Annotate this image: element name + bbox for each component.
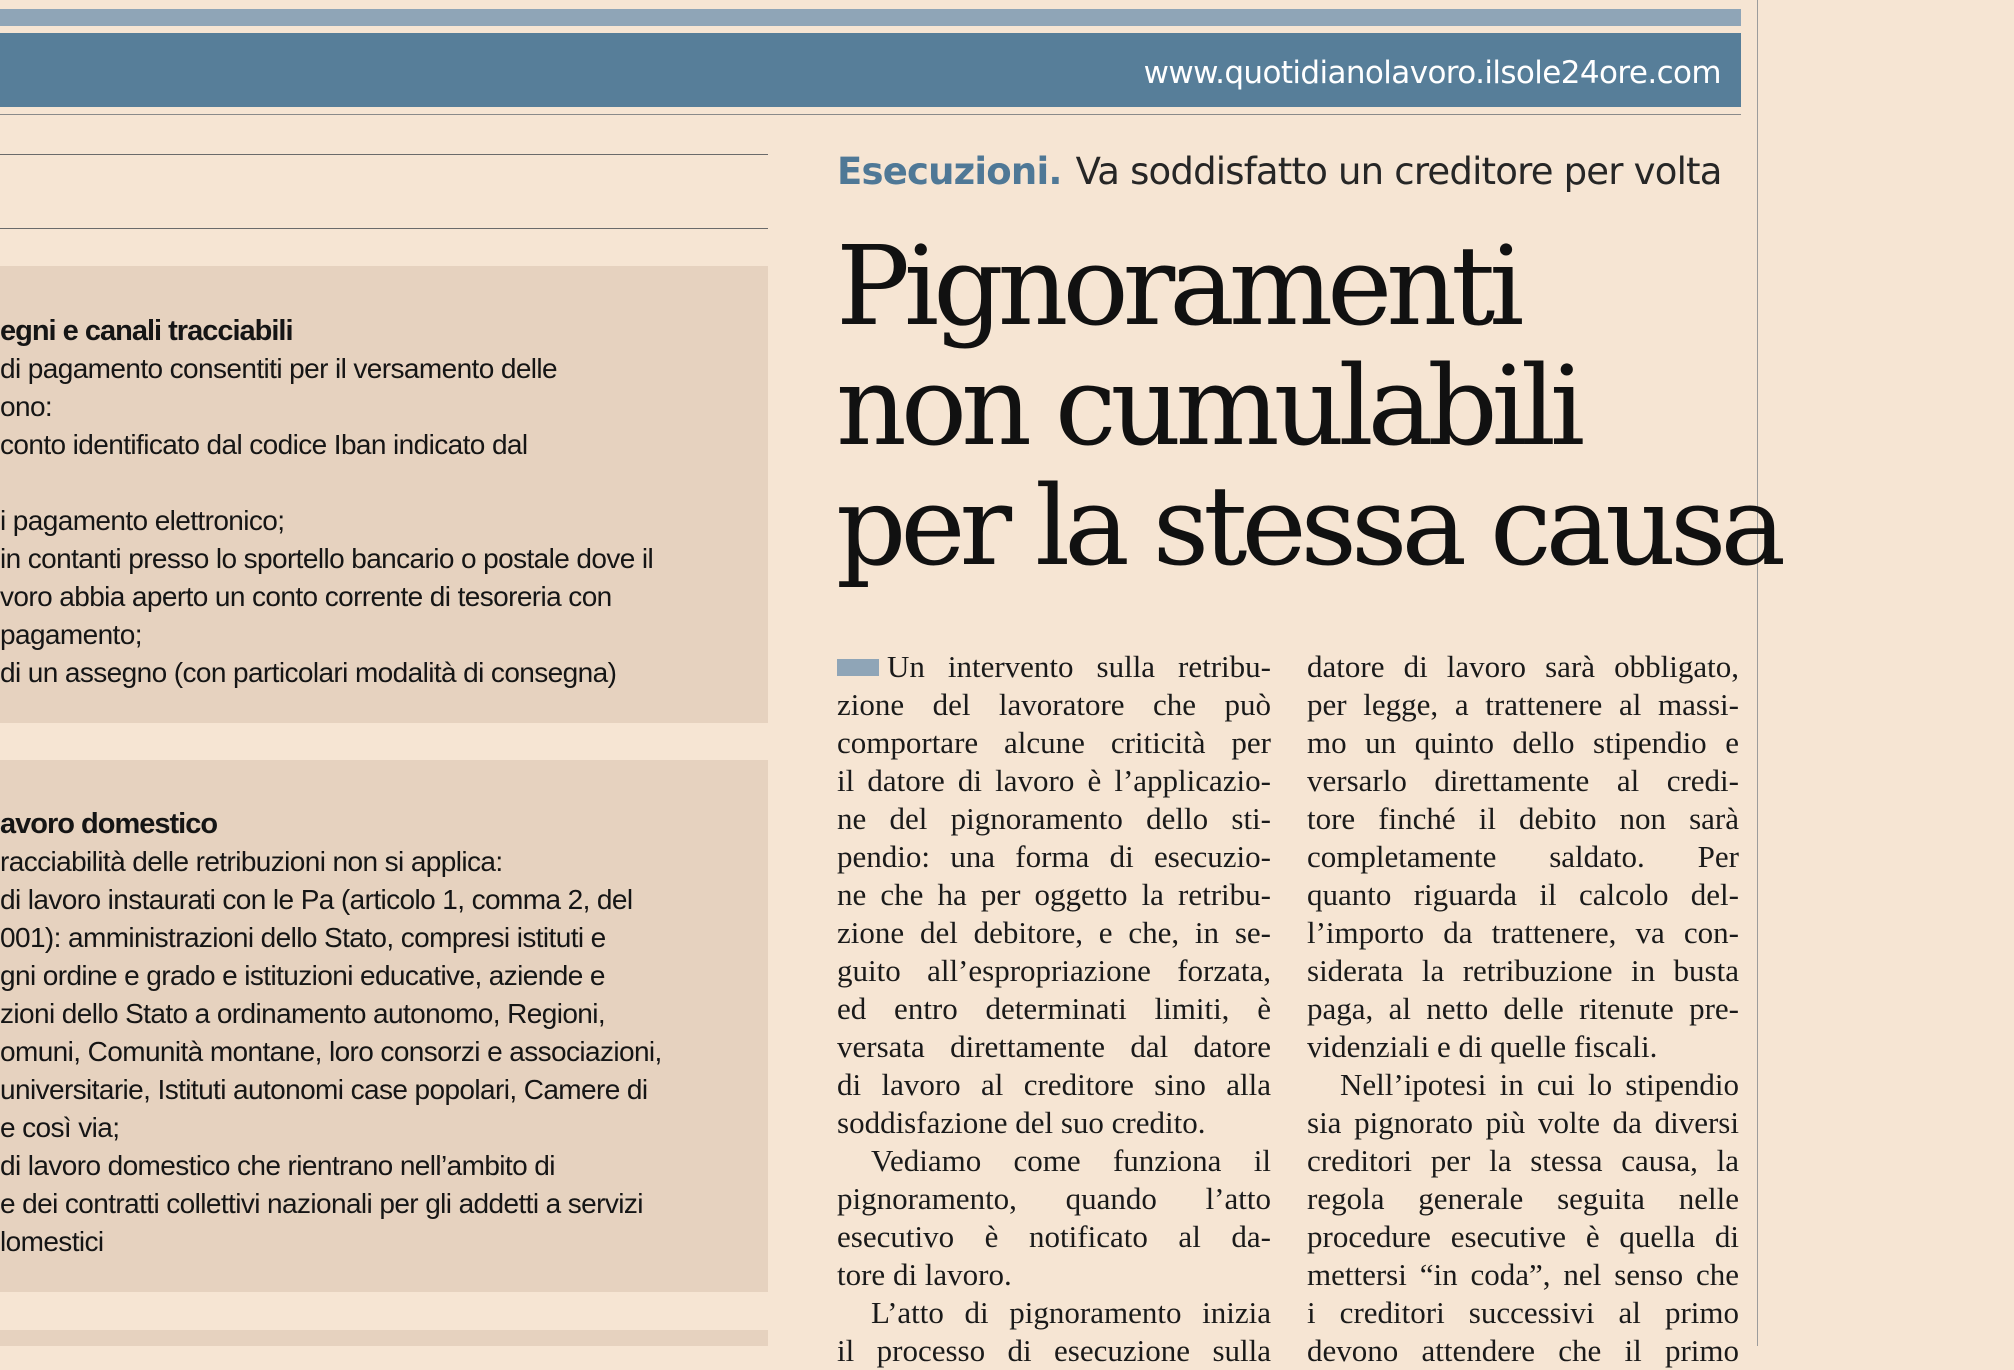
box-line: gni ordine e grado e istituzioni educative, aziende e — [0, 960, 605, 991]
body-line: versata direttamente dal datore — [837, 1029, 1271, 1064]
box-line: pagamento; — [0, 619, 142, 650]
body-line: quanto riguarda il calcolo del- — [1307, 877, 1739, 912]
article-kicker — [837, 150, 1722, 193]
box-line: di lavoro instaurati con le Pa (articolo 1, comma 2, del — [0, 884, 633, 915]
box-line: lomestici — [0, 1226, 104, 1257]
website-url[interactable]: www.quotidianolavoro.ilsole24ore.com — [1143, 55, 1721, 91]
body-line: ne del pignoramento dello sti- — [837, 801, 1271, 836]
body-line: completamente saldato. Per — [1307, 839, 1739, 874]
body-line: videnziali e di quelle fiscali. — [1307, 1029, 1658, 1064]
box-line: universitarie, Istituti autonomi case popolari, Camere di — [0, 1074, 648, 1105]
body-line: zione del debitore, e che, in se- — [837, 915, 1271, 950]
box-line: racciabilità delle retribuzioni non si applica: — [0, 846, 503, 877]
box-line: conto identificato dal codice Iban indicato dal — [0, 429, 528, 460]
body-line: per legge, a trattenere al massi- — [1307, 687, 1739, 722]
body-line: pignoramento, quando l’atto — [837, 1181, 1271, 1216]
body-line: devono attendere che il primo — [1307, 1333, 1739, 1368]
header-top-stripe — [0, 9, 1741, 26]
body-line: guito all’espropriazione forzata, — [837, 953, 1271, 988]
box-line: di lavoro domestico che rientrano nell’ambito di — [0, 1150, 555, 1181]
body-line: siderata la retribuzione in busta — [1307, 953, 1739, 988]
body-line: Un intervento sulla retribu- — [887, 649, 1271, 684]
body-line: comportare alcune criticità per — [837, 725, 1271, 760]
header-banner — [0, 33, 1741, 107]
body-line: i creditori successivi al primo — [1307, 1295, 1739, 1330]
sidebar-rule-bottom — [0, 228, 768, 229]
header-divider — [0, 114, 1741, 115]
box-line: in contanti presso lo sportello bancario o postale dove il — [0, 543, 654, 574]
sidebar-box-payment-methods — [0, 266, 768, 723]
box-line: di pagamento consentiti per il versamento delle — [0, 353, 558, 384]
body-line: ne che ha per oggetto la retribu- — [837, 877, 1271, 912]
sidebar-box-next — [0, 1330, 768, 1346]
body-line: paga, al netto delle ritenute pre- — [1307, 991, 1739, 1026]
body-line: mettersi “in coda”, nel senso che — [1307, 1257, 1739, 1292]
body-line: versarlo direttamente al credi- — [1307, 763, 1739, 798]
body-line: tore finché il debito non sarà — [1307, 801, 1739, 836]
box-title: avoro domestico — [0, 808, 218, 840]
box-line: voro abbia aperto un conto corrente di tesoreria con — [0, 581, 612, 612]
box-title: egni e canali tracciabili — [0, 315, 293, 347]
kicker-label: Esecuzioni. — [837, 150, 1062, 193]
lead-marker — [837, 659, 879, 676]
sidebar-rule-top — [0, 154, 768, 155]
box-line: e dei contratti collettivi nazionali per gli addetti a servizi — [0, 1188, 643, 1219]
body-line: procedure esecutive è quella di — [1307, 1219, 1739, 1254]
body-line: sia pignorato più volte da diversi — [1307, 1105, 1739, 1140]
kicker-subtitle: Va soddisfatto un creditore per volta — [1075, 150, 1722, 193]
body-line: pendio: una forma di esecuzio- — [837, 839, 1271, 874]
box-line: di un assegno (con particolari modalità di consegna) — [0, 657, 617, 688]
body-line: L’atto di pignoramento inizia — [871, 1295, 1271, 1330]
body-line: l’importo da trattenere, va con- — [1307, 915, 1739, 950]
body-line: esecutivo è notificato al da- — [837, 1219, 1271, 1254]
box-line: e così via; — [0, 1112, 120, 1143]
box-line: 001): amministrazioni dello Stato, compresi istituti e — [0, 922, 606, 953]
body-line: tore di lavoro. — [837, 1257, 1012, 1292]
body-line: creditori per la stessa causa, la — [1307, 1143, 1739, 1178]
body-line: soddisfazione del suo credito. — [837, 1105, 1206, 1140]
body-line: regola generale seguita nelle — [1307, 1181, 1739, 1216]
page-right-rule — [1757, 0, 1758, 1346]
body-line: Vediamo come funziona il — [871, 1143, 1271, 1178]
body-line: ed entro determinati limiti, è — [837, 991, 1271, 1026]
headline-line-3: per la stessa causa — [836, 462, 1781, 590]
box-line: ono: — [0, 391, 53, 422]
body-line: di lavoro al creditore sino alla — [837, 1067, 1271, 1102]
headline-line-1: Pignoramenti — [836, 222, 1519, 350]
body-line: Nell’ipotesi in cui lo stipendio — [1340, 1067, 1739, 1102]
body-line: il processo di esecuzione sulla — [837, 1333, 1271, 1368]
sidebar-box-domestic-work — [0, 760, 768, 1292]
body-line: mo un quinto dello stipendio e — [1307, 725, 1739, 760]
box-line: omuni, Comunità montane, loro consorzi e associazioni, — [0, 1036, 662, 1067]
box-line: i pagamento elettronico; — [0, 505, 285, 536]
body-line: datore di lavoro sarà obbligato, — [1307, 649, 1739, 684]
body-line: zione del lavoratore che può — [837, 687, 1271, 722]
body-line: il datore di lavoro è l’applicazio- — [837, 763, 1271, 798]
box-line: zioni dello Stato a ordinamento autonomo, Regioni, — [0, 998, 606, 1029]
headline-line-2: non cumulabili — [836, 342, 1580, 470]
